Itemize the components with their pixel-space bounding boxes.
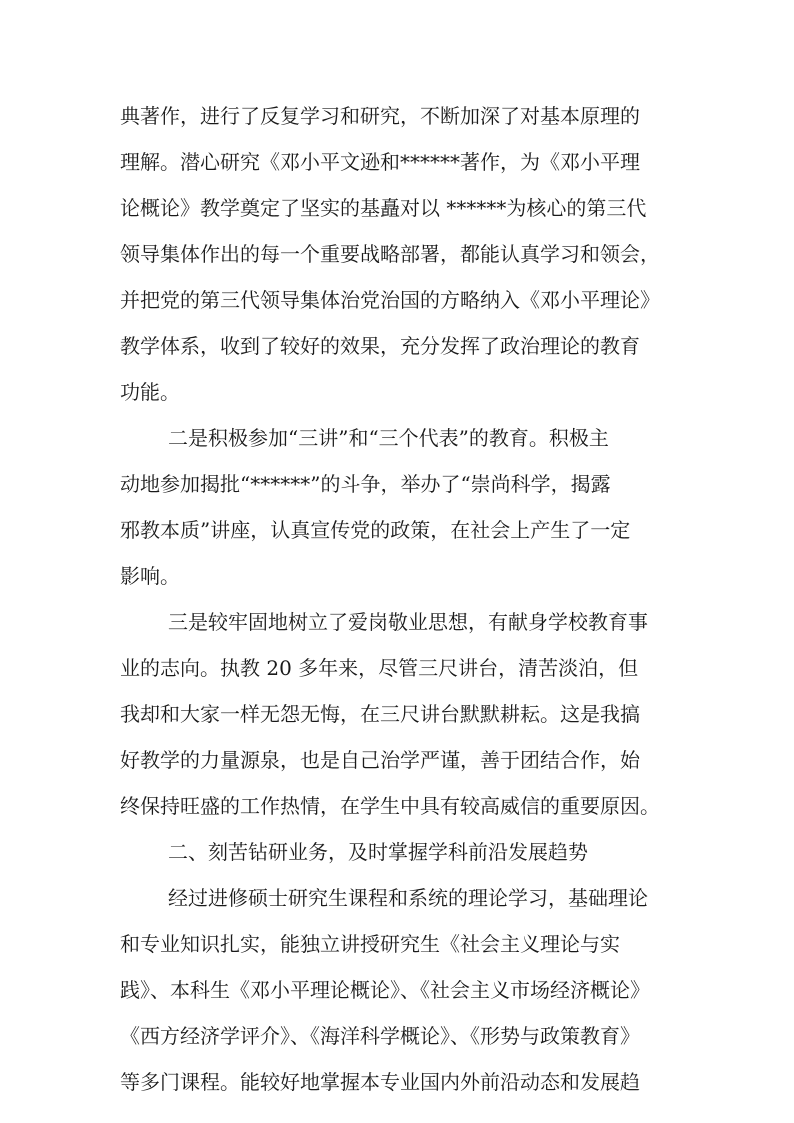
body-line: 邪教本质”讲座，认真宣传党的政策，在社会上产生了一定 bbox=[120, 518, 631, 542]
body-line: 并把党的第三代领导集体治党治国的方略纳入《邓小平理论》 bbox=[120, 288, 660, 312]
body-line: 业的志向。执教 20 多年来，尽管三尺讲台，清苦淡泊，但 bbox=[120, 656, 639, 680]
body-line: 功能。 bbox=[120, 380, 180, 404]
body-line: 《西方经济学评介》、《海洋科学概论》、《形势与政策教育》 bbox=[120, 1024, 640, 1048]
body-line: 影响。 bbox=[120, 564, 180, 588]
body-line: 等多门课程。能较好地掌握本专业国内外前沿动态和发展趋 bbox=[120, 1070, 640, 1094]
body-line: 好教学的力量源泉，也是自己治学严谨，善于团结合作，始 bbox=[120, 748, 640, 772]
body-line: 理解。潜心研究《邓小平文逊和******著作，为《邓小平理 bbox=[120, 150, 640, 174]
paragraph-start-line: 二是积极参加“三讲”和“三个代表”的教育。积极主 bbox=[168, 426, 609, 450]
body-line: 论概论》教学奠定了坚实的基矗对以 ******为核心的第三代 bbox=[120, 196, 647, 220]
paragraph-start-line: 三是较牢固地树立了爱岗敬业思想，有献身学校教育事 bbox=[168, 610, 648, 634]
paragraph-start-line: 经过进修硕士研究生课程和系统的理论学习，基础理论 bbox=[168, 886, 648, 910]
body-line: 终保持旺盛的工作热情，在学生中具有较高威信的重要原因。 bbox=[120, 794, 660, 818]
body-line: 和专业知识扎实，能独立讲授研究生《社会主义理论与实 bbox=[120, 932, 620, 956]
body-line: 我却和大家一样无怨无悔，在三尺讲台默默耕耘。这是我搞 bbox=[120, 702, 640, 726]
section-heading: 二、刻苦钻研业务，及时掌握学科前沿发展趋势 bbox=[168, 840, 588, 864]
body-line: 领导集体作出的每一个重要战略部署，都能认真学习和领会， bbox=[120, 242, 660, 266]
body-line: 典著作，进行了反复学习和研究，不断加深了对基本原理的 bbox=[120, 104, 640, 128]
body-line: 践》、本科生《邓小平理论概论》、《社会主义市场经济概论》 bbox=[120, 978, 650, 1002]
body-line: 教学体系，收到了较好的效果，充分发挥了政治理论的教育 bbox=[120, 334, 640, 358]
body-line: 动地参加揭批“******”的斗争，举办了“崇尚科学，揭露 bbox=[120, 472, 611, 496]
